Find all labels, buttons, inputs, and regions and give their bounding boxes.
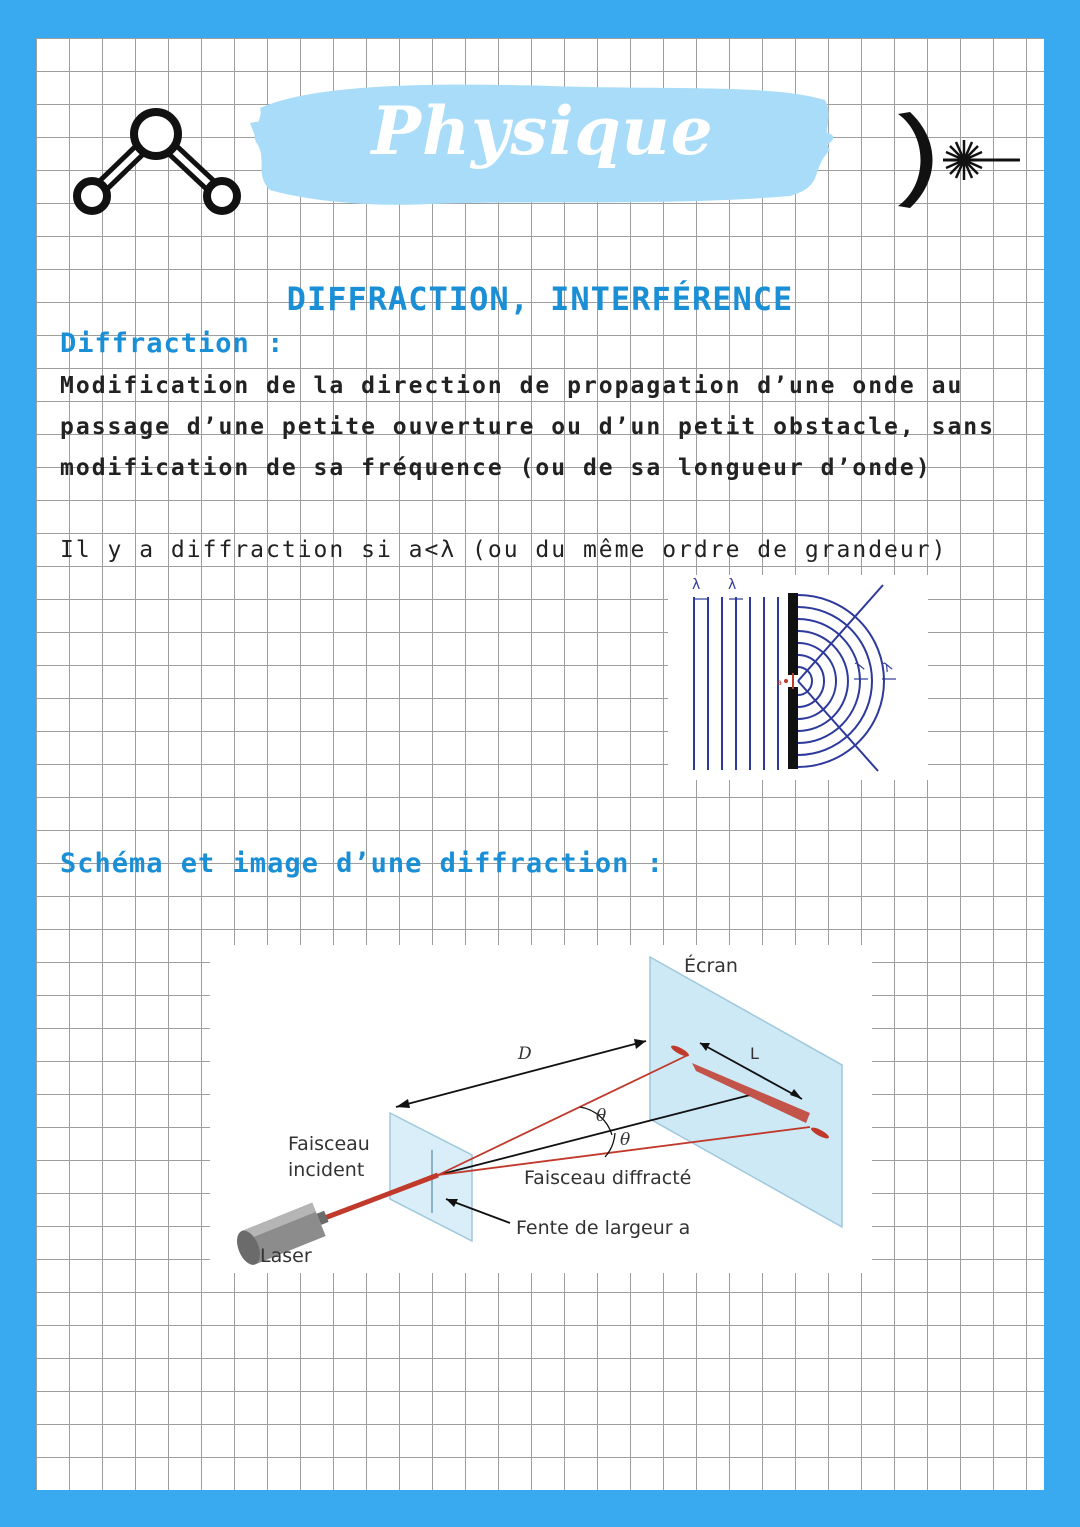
diffracted-beam-label: Faisceau diffracté — [524, 1167, 692, 1189]
page-title: DIFFRACTION, INTERFÉRENCE — [286, 280, 794, 318]
diffraction-condition: Il y a diffraction si a<λ (ou du même ordre de grandeur) — [60, 537, 948, 563]
theta-label: θ — [596, 1106, 607, 1126]
diffraction-setup-figure — [210, 945, 872, 1273]
schema-heading: Schéma et image d’une diffraction : — [60, 848, 664, 879]
aperture-label: a — [777, 678, 782, 687]
lambda-label: λ — [728, 577, 737, 593]
banner-title: Physique — [371, 92, 714, 170]
diffraction-heading: Diffraction : — [60, 328, 285, 359]
lambda-label: λ — [692, 577, 701, 593]
incident-beam-label: Faisceau — [288, 1133, 370, 1155]
screen-label: Écran — [684, 955, 738, 977]
wave-diffraction-figure — [668, 575, 928, 780]
diffraction-definition: Modification de la direction de propagation d’une onde au passage d’une petite ouverture ou d’un petit obstacle, sans modification de sa fréquence (ou de sa longueur d’onde) — [60, 373, 995, 481]
distance-label: D — [518, 1044, 532, 1064]
incident-beam-label: incident — [288, 1159, 365, 1181]
lambda-label: λ — [852, 659, 868, 676]
laser-mirror-icon — [888, 110, 1023, 210]
lambda-label: λ — [880, 659, 896, 676]
theta-label: θ — [620, 1130, 631, 1150]
length-label: L — [750, 1044, 759, 1063]
laser-label: Laser — [260, 1245, 312, 1267]
molecule-icon — [72, 108, 242, 218]
slit-label: Fente de largeur a — [516, 1217, 691, 1239]
